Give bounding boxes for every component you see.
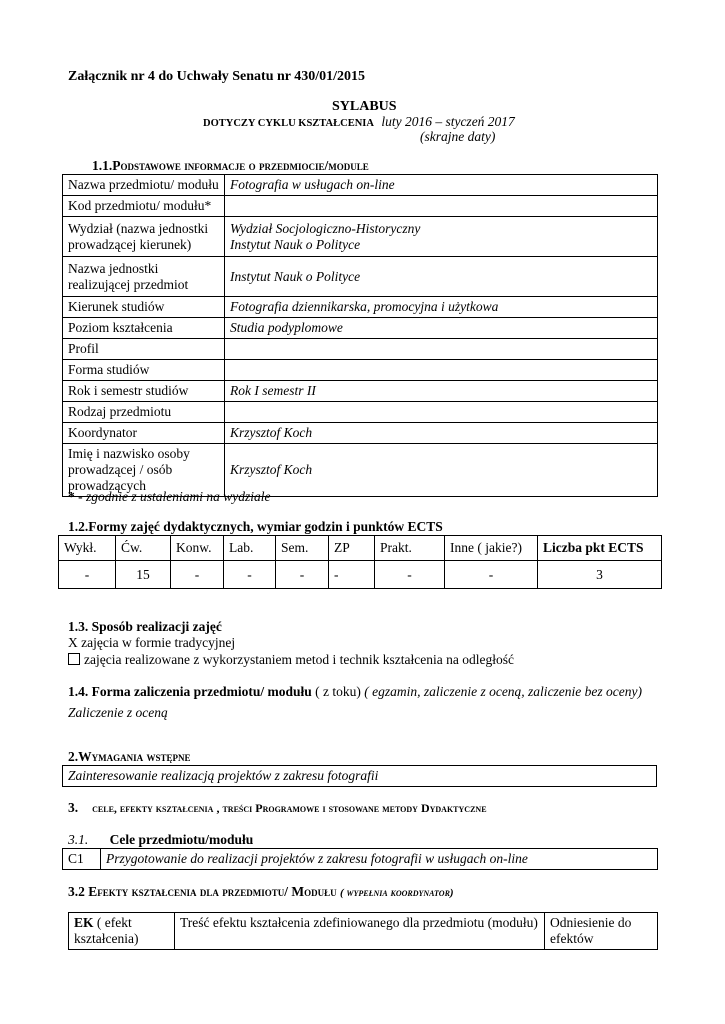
ects-table [58,535,662,589]
header-cell: Prakt. [375,536,445,561]
label-cell: Rodzaj przedmiotu [63,402,225,423]
checkbox-icon [68,653,80,665]
assessment-form: Zaliczenie z oceną [68,705,168,720]
label-cell: Rok i semestr studiów [63,381,225,402]
header-cell: Konw. [171,536,224,561]
label-cell: Imię i nazwisko osoby prowadzącej / osób prowadzących [63,444,225,497]
prerequisites-value: Zainteresowanie realizacją projektów z zakresu fotografii [63,766,657,787]
outcome-code-header: EK ( efekt kształcenia) [69,913,175,950]
outcome-content-header: Treść efektu kształcenia zdefiniowanego dla przedmiotu (modułu) [175,913,545,950]
value-cell: Fotografia w usługach on-line [225,175,658,196]
label-cell: Kierunek studiów [63,297,225,318]
section-1-1-heading: 1.1.Podstawowe informacje o przedmiocie/module [92,158,369,173]
objective-code: C1 [63,849,101,870]
value-cell: - [445,561,538,589]
attachment-note: Załącznik nr 4 do Uchwały Senatu nr 430/01/2015 [68,69,366,84]
option-distance: zajęcia realizowane z wykorzystaniem metod i technik kształcenia na odległość [68,652,514,668]
label-cell: Koordynator [63,423,225,444]
value-cell: Krzysztof Koch [225,423,658,444]
value-cell: Krzysztof Koch [225,444,658,497]
outcome-reference-header: Odniesienie do efektów [545,913,658,950]
label-cell: Kod przedmiotu/ modułu* [63,196,225,217]
header-cell: ZP [329,536,375,561]
value-cell: - [171,561,224,589]
value-cell: - [224,561,276,589]
prerequisites-table [62,765,657,787]
basic-info-table [62,174,658,497]
value-cell: - [276,561,329,589]
header-cell: Wykł. [59,536,116,561]
label-cell: Wydział (nazwa jednostki prowadzącej kierunek) [63,217,225,257]
value-cell [225,360,658,381]
header-cell: Lab. [224,536,276,561]
section-3-heading: 3. cele, efekty kształcenia , treści Programowe i stosowane metody Dydaktyczne [68,800,487,815]
label-cell: Nazwa jednostki realizującej przedmiot [63,257,225,297]
value-cell: Fotografia dziennikarska, promocyjna i użytkowa [225,297,658,318]
section-1-3-heading: 1.3. Sposób realizacji zajęć [68,619,222,634]
value-cell [225,196,658,217]
section-2-heading: 2.Wymagania wstępne [68,749,191,764]
cycle-line [203,114,515,130]
value-cell: 3 [538,561,662,589]
header-cell: Liczba pkt ECTS [538,536,662,561]
footnote: * - zgodnie z ustaleniami na wydziale [68,489,271,504]
label-cell: Poziom kształcenia [63,318,225,339]
value-cell: Instytut Nauk o Polityce [225,257,658,297]
cycle-note: (skrajne daty) [420,129,496,144]
label-cell: Profil [63,339,225,360]
cycle-label: DOTYCZY CYKLU KSZTAŁCENIA [203,118,374,129]
value-cell: Wydział Socjologiczno-Historyczny Instytut Nauk o Polityce [225,217,658,257]
value-cell: - [59,561,116,589]
option-traditional: X zajęcia w formie tradycyjnej [68,635,236,650]
header-cell: Ćw. [116,536,171,561]
section-3-1-heading: 3.1. Cele przedmiotu/modułu [68,832,254,847]
value-cell: Studia podyplomowe [225,318,658,339]
value-cell [225,339,658,360]
objectives-table [62,848,658,870]
value-cell [225,402,658,423]
section-1-2-heading: 1.2.Formy zajęć dydaktycznych, wymiar godzin i punktów ECTS [68,519,443,534]
document-title: SYLABUS [332,99,397,114]
label-cell: Forma studiów [63,360,225,381]
header-cell: Inne ( jakie?) [445,536,538,561]
header-cell: Sem. [276,536,329,561]
value-cell: - [375,561,445,589]
label-cell: Nazwa przedmiotu/ modułu [63,175,225,196]
value-cell: 15 [116,561,171,589]
value-cell: Rok I semestr II [225,381,658,402]
value-cell: - [329,561,375,589]
section-3-2-heading: 3.2 Efekty kształcenia dla przedmiotu/ Modułu ( wypełnia koordynator) [68,884,454,899]
objective-text: Przygotowanie do realizacji projektów z zakresu fotografii w usługach on-line [101,849,658,870]
cycle-dates: luty 2016 – styczeń 2017 [381,114,515,129]
section-1-4-heading: 1.4. Forma zaliczenia przedmiotu/ modułu ( z toku) ( egzamin, zaliczenie z oceną, zaliczenie bez oceny) [68,684,643,699]
learning-outcomes-table [68,912,658,950]
